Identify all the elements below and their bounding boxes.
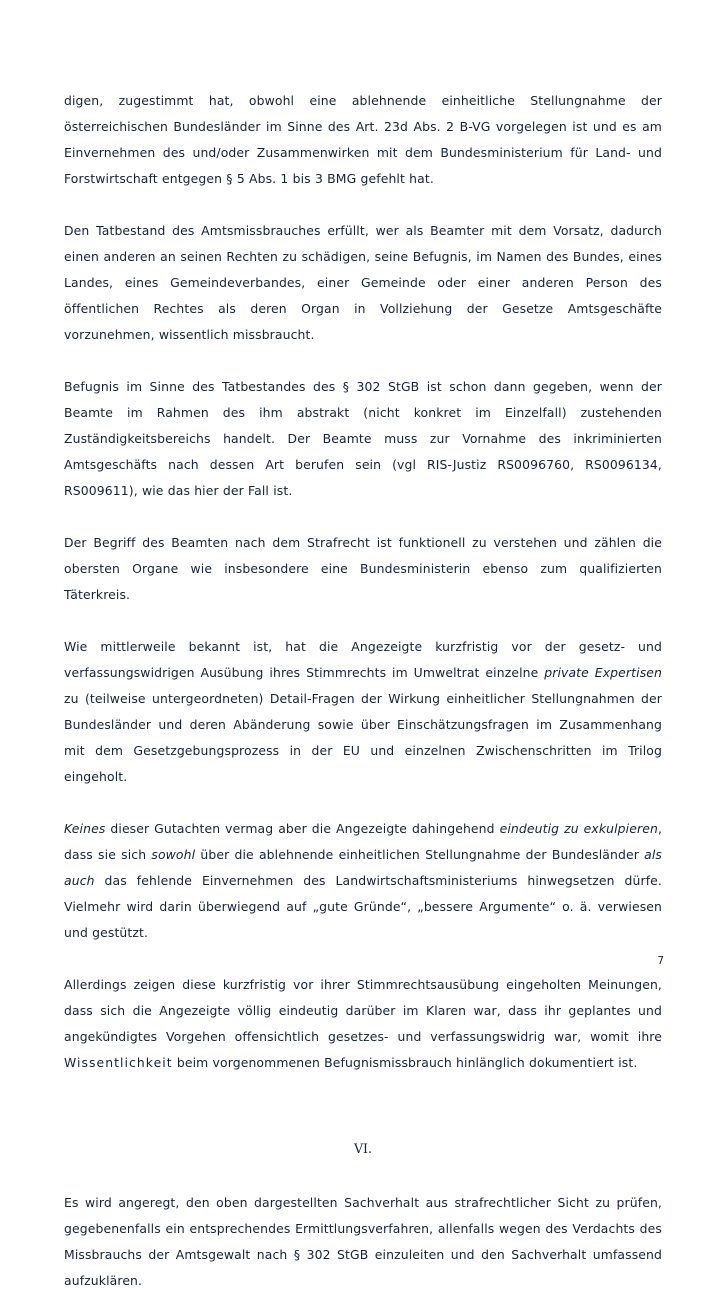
para-6: Keines dieser Gutachten vermag aber die Angezeigte dahingehend eindeutig zu exkulpieren, dass sie sich sowohl über die ablehnende einheitlichen Stellungnahme der Bundesländer als auch das fehlende Einvernehmen des Landwirtschaftsministeriums hinwegsetzen dürfe. Vielmehr wird darin überwiegend auf „gute Gründe“, „bessere Argumente“ o. ä. verwiesen und gestützt.: [64, 821, 663, 940]
emphasis-italic: sowohl: [151, 847, 196, 862]
para-7: Allerdings zeigen diese kurzfristig vor ihrer Stimmrechtsausübung eingeholten Meinungen, dass sich die Angezeigte völlig eindeutig darüber im Klaren war, dass ihr geplantes und angekündigtes Vorgehen offensichtlich gesetzes- und verfassungswidrig war, womit ihre Wissentlichkeit beim vorgenommenen Befugnismissbrauch hinlänglich dokumentiert ist.: [64, 977, 662, 1070]
heading-spacer-top: [64, 1102, 662, 1136]
emphasis-italic: Keines: [64, 821, 106, 836]
para-3: Befugnis im Sinne des Tatbestandes des § 302 StGB ist schon dann gegeben, wenn der Beamte im Rahmen des ihm abstrakt (nicht konkret im Einzelfall) zustehenden Zuständigkeitsbereichs handelt. Der Beamte muss zur Vornahme des inkriminierten Amtsgeschäfts nach dessen Art berufen sein (vgl RIS-Justiz RS0096760, RS0096134, RS009611), wie das hier der Fall ist.: [64, 379, 662, 498]
para-4: Der Begriff des Beamten nach dem Strafrecht ist funktionell zu verstehen und zählen die obersten Organe wie insbesondere eine Bundesministerin ebenso zum qualifizierten Täterkreis.: [64, 535, 662, 602]
page-number: 7: [657, 955, 664, 967]
para-8: Es wird angeregt, den oben dargestellten Sachverhalt aus strafrechtlicher Sicht zu prüfen, gegebenenfalls ein entsprechendes Ermittlungsverfahren, allenfalls wegen des Verdachts des Missbrauchs der Amtsgewalt nach § 302 StGB einzuleiten und den Sachverhalt umfassend aufzuklären.: [64, 1195, 662, 1288]
emphasis-italic: private Expertisen: [544, 665, 662, 680]
para-5: Wie mittlerweile bekannt ist, hat die Angezeigte kurzfristig vor der gesetz- und verfassungswidrigen Ausübung ihres Stimmrechts im Umweltrat einzelne private Expertisen zu (teilweise untergeordneten) Detail-Fragen der Wirkung einheitlicher Stellungnahmen der Bundesländer und deren Abänderung sowie über Einschätzungsfragen im Zusammenhang mit dem Gesetzgebungsprozess in der EU und einzelnen Zwischenschritten im Trilog eingeholt.: [64, 639, 662, 784]
para-2: Den Tatbestand des Amtsmissbrauches erfüllt, wer als Beamter mit dem Vorsatz, dadurch einen anderen an seinen Rechten zu schädigen, seine Befugnis, im Namen des Bundes, eines Landes, eines Gemeindeverbandes, einer Gemeinde oder einer anderen Person des öffentlichen Rechtes als deren Organ in Vollziehung der Gesetze Amtsgeschäfte vorzunehmen, wissentlich missbraucht.: [64, 223, 662, 342]
document-body: [64, 88, 662, 1294]
emphasis-italic: als auch: [64, 847, 662, 888]
para-1: digen, zugestimmt hat, obwohl eine ablehnende einheitliche Stellungnahme der österreichischen Bundesländer im Sinne des Art. 23d Abs. 2 B-VG vorgelegen ist und es am Einvernehmen des und/oder Zusammenwirken mit dem Bundesministerium für Land- und Forstwirtschaft entgegen § 5 Abs. 1 bis 3 BMG gefehlt hat.: [64, 93, 662, 186]
emphasis-spaced: Wissentlichkeit: [64, 1055, 173, 1070]
section-heading-vi: VI.: [353, 1141, 373, 1156]
emphasis-italic: eindeutig zu exkulpieren: [499, 821, 658, 836]
heading-spacer-bottom: [64, 1162, 662, 1190]
